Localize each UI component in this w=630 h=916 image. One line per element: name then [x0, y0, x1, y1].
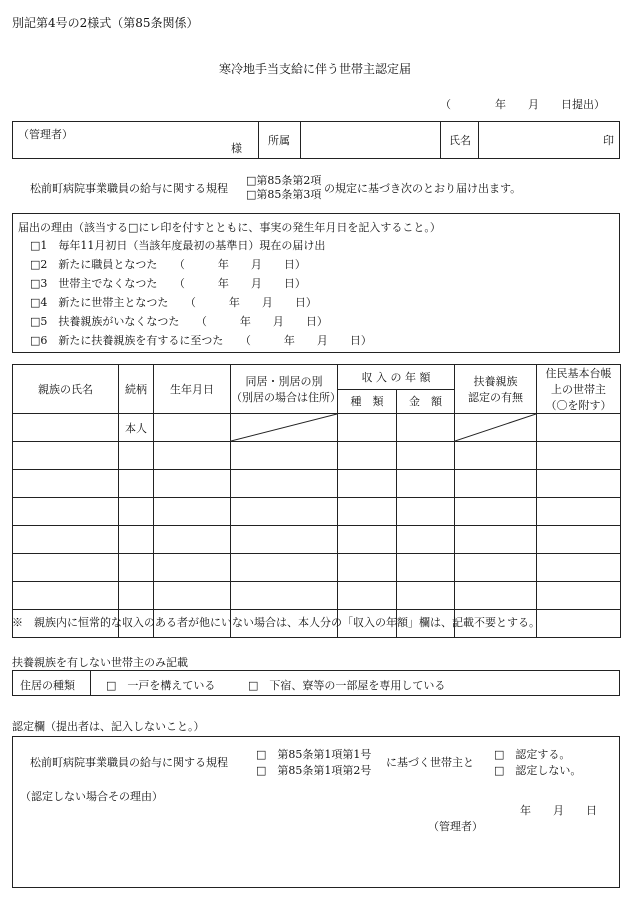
col-resident-line3: （〇を附す）	[545, 399, 612, 412]
table-cell[interactable]	[455, 442, 537, 470]
table-cell[interactable]	[455, 582, 537, 610]
name-field[interactable]	[482, 124, 602, 156]
cert-result-approve[interactable]: □ 認定する。	[494, 748, 571, 761]
cert-reason-label: （認定しない場合その理由）	[20, 790, 163, 803]
table-cell[interactable]	[154, 442, 231, 470]
col-income-amount: 金 額	[397, 389, 455, 414]
col-birthdate: 生年月日	[154, 365, 231, 414]
form-reference: 別記第4号の2様式（第85条関係）	[12, 16, 199, 30]
cert-option-1[interactable]: □ 第85条第1項第1号	[256, 748, 372, 761]
table-cell[interactable]	[154, 470, 231, 498]
table-cell[interactable]	[397, 554, 455, 582]
table-cell[interactable]	[231, 526, 338, 554]
table-cell-crossed	[455, 414, 537, 442]
table-row	[13, 498, 621, 526]
regulation-option-2[interactable]: □第85条第2項	[246, 174, 322, 187]
table-cell[interactable]	[231, 442, 338, 470]
table-cell[interactable]	[119, 526, 154, 554]
table-cell[interactable]	[119, 442, 154, 470]
col-relationship: 続柄	[119, 365, 154, 414]
table-cell[interactable]	[455, 498, 537, 526]
reason-item-1[interactable]: □1 毎年11月初日（当該年度最初の基準日）現在の届け出	[30, 239, 326, 252]
table-cell[interactable]	[455, 470, 537, 498]
table-cell[interactable]	[13, 526, 119, 554]
manager-label: （管理者）	[18, 128, 73, 141]
diagonal-line	[231, 414, 337, 441]
table-note: ※ 親族内に恒常的な収入のある者が他にいない場合は、本人分の「収入の年額」欄は、記載不要とする。	[12, 616, 540, 629]
col-dependent	[455, 365, 537, 414]
table-cell[interactable]	[397, 414, 455, 442]
cert-date[interactable]: 年 月 日	[520, 804, 597, 817]
table-cell[interactable]	[455, 554, 537, 582]
housing-option-room[interactable]: □ 下宿、寮等の一部屋を専用している	[248, 679, 446, 692]
table-cell[interactable]	[397, 470, 455, 498]
table-cell[interactable]	[537, 498, 621, 526]
col-income-type: 種 類	[338, 389, 397, 414]
table-cell[interactable]	[537, 470, 621, 498]
name-label: 氏名	[449, 134, 471, 147]
reason-item-6[interactable]: □6 新たに扶養親族を有するに至つた （ 年 月 日）	[30, 334, 372, 347]
table-cell[interactable]	[13, 582, 119, 610]
table-cell[interactable]	[13, 414, 119, 442]
table-cell[interactable]	[338, 442, 397, 470]
regulation-option-3[interactable]: □第85条第3項	[246, 188, 322, 201]
reason-item-4[interactable]: □4 新たに世帯主となつた （ 年 月 日）	[30, 296, 317, 309]
table-cell[interactable]	[338, 470, 397, 498]
table-cell[interactable]	[13, 498, 119, 526]
table-cell[interactable]	[13, 470, 119, 498]
dept-field[interactable]	[304, 124, 438, 156]
table-cell[interactable]	[154, 414, 231, 442]
table-cell[interactable]	[231, 470, 338, 498]
cert-result-deny[interactable]: □ 認定しない。	[494, 764, 582, 777]
table-cell[interactable]	[338, 526, 397, 554]
table-row	[13, 442, 621, 470]
dept-label: 所属	[268, 134, 290, 147]
table-cell[interactable]	[537, 554, 621, 582]
table-cell[interactable]	[119, 498, 154, 526]
table-cell[interactable]	[537, 610, 621, 638]
col-dependent-line2: 認定の有無	[468, 391, 523, 404]
family-table	[12, 364, 621, 638]
col-cohabitation-sub: （別居の場合は住所）	[231, 391, 341, 404]
table-cell-crossed	[231, 414, 338, 442]
cert-mid: に基づく世帯主と	[386, 756, 474, 769]
submit-date[interactable]: （ 年 月 日提出）	[440, 98, 605, 111]
reason-item-3[interactable]: □3 世帯主でなくなつた （ 年 月 日）	[30, 277, 306, 290]
reason-heading: 届出の理由（該当する□にレ印を付すとともに、事実の発生年月日を記入すること。）	[18, 221, 441, 234]
cert-heading: 認定欄（提出者は、記入しないこと。）	[12, 720, 205, 733]
table-cell[interactable]	[13, 554, 119, 582]
housing-option-house[interactable]: □ 一戸を構えている	[106, 679, 216, 692]
table-cell[interactable]	[537, 582, 621, 610]
table-cell[interactable]	[119, 470, 154, 498]
table-cell[interactable]	[397, 498, 455, 526]
table-row	[13, 582, 621, 610]
cert-option-2[interactable]: □ 第85条第1項第2号	[256, 764, 372, 777]
table-cell[interactable]	[397, 526, 455, 554]
table-cell[interactable]	[455, 526, 537, 554]
cert-prefix: 松前町病院事業職員の給与に関する規程	[30, 756, 228, 769]
table-cell[interactable]	[397, 582, 455, 610]
reason-item-5[interactable]: □5 扶養親族がいなくなつた （ 年 月 日）	[30, 315, 328, 328]
table-row	[13, 554, 621, 582]
col-cohabitation	[231, 365, 341, 414]
table-row	[13, 526, 621, 554]
diagonal-line	[455, 414, 536, 441]
table-cell[interactable]	[338, 554, 397, 582]
col-resident-line2: 上の世帯主	[551, 383, 606, 396]
housing-heading: 扶養親族を有しない世帯主のみ記載	[12, 656, 188, 669]
table-cell[interactable]	[154, 582, 231, 610]
regulation-suffix: の規定に基づき次のとおり届け出ます。	[324, 182, 522, 195]
table-cell[interactable]	[231, 554, 338, 582]
housing-label: 住居の種類	[20, 679, 75, 692]
table-cell[interactable]	[537, 414, 621, 442]
col-resident-head	[537, 365, 621, 414]
table-cell[interactable]	[231, 498, 338, 526]
seal-mark: 印	[603, 134, 614, 147]
table-cell[interactable]	[154, 498, 231, 526]
table-cell[interactable]	[154, 526, 231, 554]
table-cell[interactable]	[119, 554, 154, 582]
col-resident-line1: 住民基本台帳	[545, 367, 612, 380]
self-label: 本人	[119, 414, 154, 442]
regulation-prefix: 松前町病院事業職員の給与に関する規程	[30, 182, 228, 195]
col-relative-name: 親族の氏名	[13, 365, 119, 414]
table-cell[interactable]	[338, 414, 397, 442]
table-cell[interactable]	[338, 582, 397, 610]
form-title: 寒冷地手当支給に伴う世帯主認定届	[218, 62, 411, 76]
col-cohabitation-title: 同居・別居の別	[245, 375, 323, 388]
table-cell[interactable]	[13, 442, 119, 470]
table-cell[interactable]	[119, 582, 154, 610]
table-cell[interactable]	[154, 554, 231, 582]
cert-manager: （管理者）	[428, 820, 483, 833]
table-cell[interactable]	[231, 582, 338, 610]
table-cell[interactable]	[537, 526, 621, 554]
col-annual-income: 収 入 の 年 額	[338, 365, 455, 390]
table-row	[13, 470, 621, 498]
table-cell[interactable]	[537, 442, 621, 470]
table-cell[interactable]	[397, 442, 455, 470]
reason-item-2[interactable]: □2 新たに職員となつた （ 年 月 日）	[30, 258, 306, 271]
table-cell[interactable]	[338, 498, 397, 526]
col-dependent-line1: 扶養親族	[473, 375, 518, 388]
sama-label: 様	[231, 142, 242, 155]
table-row-self	[13, 414, 621, 442]
